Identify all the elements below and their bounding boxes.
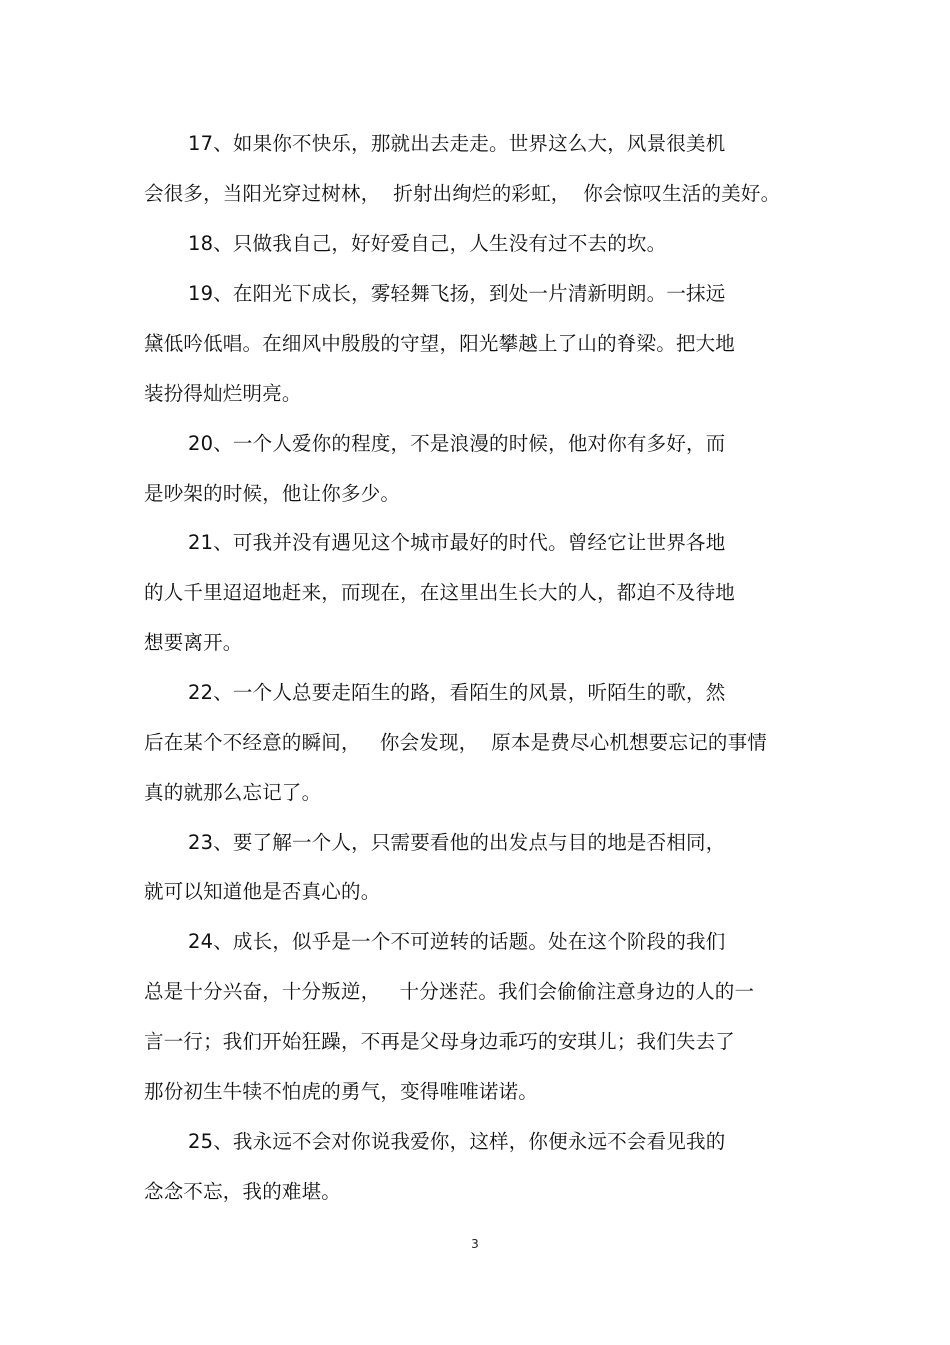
paragraph-21-line-1: 21、可我并没有遇见这个城市最好的时代。曾经它让世界各地 (188, 531, 726, 554)
paragraph-23-line-2: 就可以知道他是否真心的。 (144, 880, 381, 903)
paragraph-20-line-1: 20、一个人爱你的程度，不是浪漫的时候，他对你有多好，而 (188, 432, 726, 455)
paragraph-23-line-1: 23、要了解一个人，只需要看他的出发点与目的地是否相同， (188, 831, 726, 854)
paragraph-22-line-1: 22、一个人总要走陌生的路，看陌生的风景，听陌生的歌，然 (188, 681, 726, 704)
paragraph-17-line-2: 会很多，当阳光穿过树林， 折射出绚烂的彩虹， 你会惊叹生活的美好。 (144, 182, 781, 205)
paragraph-21-line-2: 的人千里迢迢地赶来，而现在，在这里出生长大的人，都迫不及待地 (144, 581, 736, 604)
paragraph-25-line-2: 念念不忘，我的难堪。 (144, 1180, 342, 1203)
paragraph-20-line-2: 是吵架的时候，他让你多少。 (144, 482, 401, 505)
paragraph-22-line-3: 真的就那么忘记了。 (144, 781, 322, 804)
paragraph-24-line-3: 言一行；我们开始狂躁，不再是父母身边乖巧的安琪儿；我们失去了 (144, 1030, 736, 1053)
paragraph-22-line-2: 后在某个不经意的瞬间， 你会发现， 原本是费尽心机想要忘记的事情 (144, 731, 767, 754)
paragraph-25-line-1: 25、我永远不会对你说我爱你，这样，你便永远不会看见我的 (188, 1130, 726, 1153)
paragraph-18-line-1: 18、只做我自己，好好爱自己，人生没有过不去的坎。 (188, 232, 667, 255)
paragraph-17-line-1: 17、如果你不快乐，那就出去走走。世界这么大，风景很美机 (188, 132, 726, 155)
paragraph-24-line-4: 那份初生牛犊不怕虎的勇气，变得唯唯诺诺。 (144, 1080, 539, 1103)
page-number: 3 (471, 1237, 479, 1251)
paragraph-24-line-2: 总是十分兴奋，十分叛逆， 十分迷茫。我们会偷偷注意身边的人的一 (144, 980, 755, 1003)
paragraph-19-line-3: 装扮得灿烂明亮。 (144, 382, 302, 405)
paragraph-24-line-1: 24、成长，似乎是一个不可逆转的话题。处在这个阶段的我们 (188, 930, 726, 953)
paragraph-21-line-3: 想要离开。 (144, 631, 243, 654)
paragraph-19-line-2: 黛低吟低唱。在细风中殷殷的守望，阳光攀越上了山的脊梁。把大地 (144, 332, 736, 355)
paragraph-19-line-1: 19、在阳光下成长，雾轻舞飞扬，到处一片清新明朗。一抹远 (188, 282, 726, 305)
